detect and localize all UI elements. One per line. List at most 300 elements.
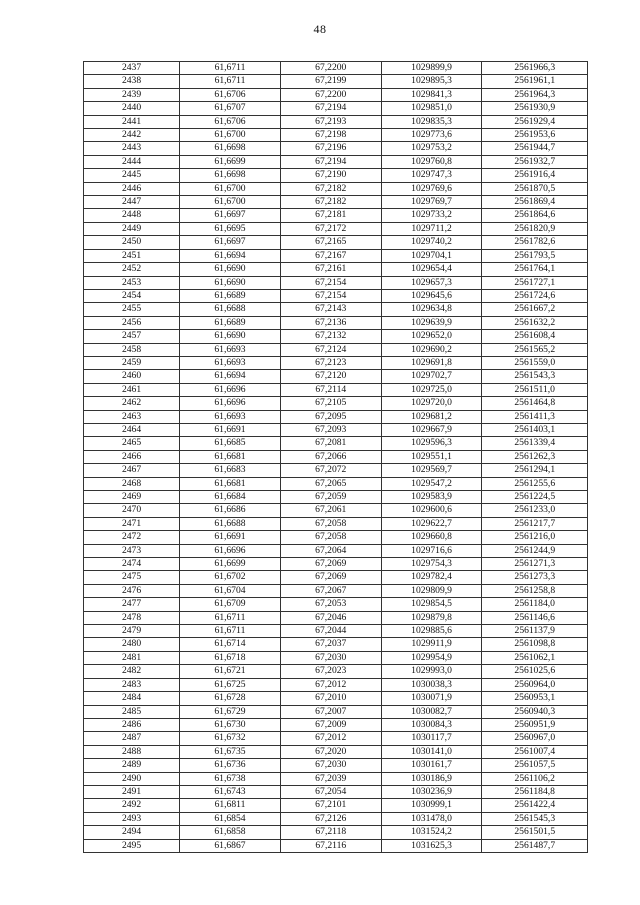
x-coordinate-cell: 1029725,0 — [381, 383, 482, 396]
table-row — [84, 236, 588, 249]
latitude-cell: 61,6697 — [180, 209, 281, 222]
x-coordinate-cell: 1029657,3 — [381, 276, 482, 289]
table-row — [84, 249, 588, 262]
table-row — [84, 263, 588, 276]
y-coordinate-cell: 2561608,4 — [482, 330, 588, 343]
table-row — [84, 799, 588, 812]
latitude-cell: 61,6706 — [180, 115, 281, 128]
table-row — [84, 343, 588, 356]
x-coordinate-cell: 1029740,2 — [381, 236, 482, 249]
point-number-cell: 2440 — [84, 102, 180, 115]
table-row — [84, 423, 588, 436]
table-row — [84, 450, 588, 463]
x-coordinate-cell: 1031478,0 — [381, 812, 482, 825]
y-coordinate-cell: 2561916,4 — [482, 169, 588, 182]
x-coordinate-cell: 1029681,2 — [381, 410, 482, 423]
point-number-cell: 2491 — [84, 785, 180, 798]
y-coordinate-cell: 2561403,1 — [482, 423, 588, 436]
longitude-cell: 67,2114 — [280, 383, 381, 396]
y-coordinate-cell: 2561793,5 — [482, 249, 588, 262]
x-coordinate-cell: 1029569,7 — [381, 464, 482, 477]
latitude-cell: 61,6707 — [180, 102, 281, 115]
x-coordinate-cell: 1029596,3 — [381, 437, 482, 450]
table-row — [84, 410, 588, 423]
table-row — [84, 330, 588, 343]
y-coordinate-cell: 2561025,6 — [482, 665, 588, 678]
x-coordinate-cell: 1029654,4 — [381, 263, 482, 276]
longitude-cell: 67,2126 — [280, 812, 381, 825]
point-number-cell: 2475 — [84, 571, 180, 584]
x-coordinate-cell: 1029954,9 — [381, 651, 482, 664]
point-number-cell: 2459 — [84, 356, 180, 369]
longitude-cell: 67,2167 — [280, 249, 381, 262]
latitude-cell: 61,6699 — [180, 558, 281, 571]
table-row — [84, 665, 588, 678]
longitude-cell: 67,2061 — [280, 504, 381, 517]
table-row — [84, 705, 588, 718]
latitude-cell: 61,6711 — [180, 611, 281, 624]
point-number-cell: 2437 — [84, 62, 180, 75]
table-row — [84, 638, 588, 651]
longitude-cell: 67,2095 — [280, 410, 381, 423]
y-coordinate-cell: 2561565,2 — [482, 343, 588, 356]
table-row — [84, 544, 588, 557]
latitude-cell: 61,6711 — [180, 75, 281, 88]
latitude-cell: 61,6693 — [180, 356, 281, 369]
table-row — [84, 155, 588, 168]
y-coordinate-cell: 2561961,1 — [482, 75, 588, 88]
y-coordinate-cell: 2561953,6 — [482, 129, 588, 142]
table-row — [84, 625, 588, 638]
longitude-cell: 67,2044 — [280, 625, 381, 638]
latitude-cell: 61,6695 — [180, 222, 281, 235]
x-coordinate-cell: 1029690,2 — [381, 343, 482, 356]
y-coordinate-cell: 2561255,6 — [482, 477, 588, 490]
longitude-cell: 67,2053 — [280, 598, 381, 611]
point-number-cell: 2463 — [84, 410, 180, 423]
y-coordinate-cell: 2561487,7 — [482, 839, 588, 852]
table-row — [84, 142, 588, 155]
y-coordinate-cell: 2561216,0 — [482, 531, 588, 544]
y-coordinate-cell: 2561146,6 — [482, 611, 588, 624]
x-coordinate-cell: 1029895,3 — [381, 75, 482, 88]
latitude-cell: 61,6718 — [180, 651, 281, 664]
table-row — [84, 356, 588, 369]
point-number-cell: 2487 — [84, 732, 180, 745]
x-coordinate-cell: 1030161,7 — [381, 759, 482, 772]
longitude-cell: 67,2039 — [280, 772, 381, 785]
point-number-cell: 2461 — [84, 383, 180, 396]
x-coordinate-cell: 1029645,6 — [381, 289, 482, 302]
table-row — [84, 209, 588, 222]
table-row — [84, 464, 588, 477]
table-row — [84, 397, 588, 410]
point-number-cell: 2443 — [84, 142, 180, 155]
longitude-cell: 67,2012 — [280, 678, 381, 691]
point-number-cell: 2457 — [84, 330, 180, 343]
coordinates-table — [83, 61, 588, 853]
y-coordinate-cell: 2561932,7 — [482, 155, 588, 168]
x-coordinate-cell: 1029551,1 — [381, 450, 482, 463]
x-coordinate-cell: 1029720,0 — [381, 397, 482, 410]
point-number-cell: 2482 — [84, 665, 180, 678]
latitude-cell: 61,6688 — [180, 517, 281, 530]
latitude-cell: 61,6690 — [180, 276, 281, 289]
table-row — [84, 437, 588, 450]
point-number-cell: 2467 — [84, 464, 180, 477]
point-number-cell: 2495 — [84, 839, 180, 852]
point-number-cell: 2477 — [84, 598, 180, 611]
x-coordinate-cell: 1029854,5 — [381, 598, 482, 611]
table-row — [84, 182, 588, 195]
table-row — [84, 718, 588, 731]
x-coordinate-cell: 1029639,9 — [381, 316, 482, 329]
y-coordinate-cell: 2561233,0 — [482, 504, 588, 517]
point-number-cell: 2472 — [84, 531, 180, 544]
latitude-cell: 61,6704 — [180, 584, 281, 597]
table-row — [84, 598, 588, 611]
x-coordinate-cell: 1029702,7 — [381, 370, 482, 383]
x-coordinate-cell: 1029753,2 — [381, 142, 482, 155]
latitude-cell: 61,6854 — [180, 812, 281, 825]
y-coordinate-cell: 2561929,4 — [482, 115, 588, 128]
latitude-cell: 61,6697 — [180, 236, 281, 249]
longitude-cell: 67,2072 — [280, 464, 381, 477]
x-coordinate-cell: 1029634,8 — [381, 303, 482, 316]
table-row — [84, 611, 588, 624]
longitude-cell: 67,2069 — [280, 571, 381, 584]
y-coordinate-cell: 2561930,9 — [482, 102, 588, 115]
longitude-cell: 67,2037 — [280, 638, 381, 651]
table-row — [84, 839, 588, 852]
point-number-cell: 2441 — [84, 115, 180, 128]
longitude-cell: 67,2059 — [280, 491, 381, 504]
y-coordinate-cell: 2561184,0 — [482, 598, 588, 611]
latitude-cell: 61,6693 — [180, 343, 281, 356]
y-coordinate-cell: 2561244,9 — [482, 544, 588, 557]
longitude-cell: 67,2058 — [280, 517, 381, 530]
x-coordinate-cell: 1029899,9 — [381, 62, 482, 75]
y-coordinate-cell: 2561667,2 — [482, 303, 588, 316]
longitude-cell: 67,2123 — [280, 356, 381, 369]
point-number-cell: 2448 — [84, 209, 180, 222]
point-number-cell: 2480 — [84, 638, 180, 651]
point-number-cell: 2465 — [84, 437, 180, 450]
y-coordinate-cell: 2561137,9 — [482, 625, 588, 638]
x-coordinate-cell: 1029711,2 — [381, 222, 482, 235]
longitude-cell: 67,2190 — [280, 169, 381, 182]
point-number-cell: 2466 — [84, 450, 180, 463]
longitude-cell: 67,2196 — [280, 142, 381, 155]
point-number-cell: 2451 — [84, 249, 180, 262]
latitude-cell: 61,6711 — [180, 625, 281, 638]
table-row — [84, 759, 588, 772]
x-coordinate-cell: 1030141,0 — [381, 745, 482, 758]
point-number-cell: 2455 — [84, 303, 180, 316]
longitude-cell: 67,2182 — [280, 196, 381, 209]
y-coordinate-cell: 2561724,6 — [482, 289, 588, 302]
longitude-cell: 67,2199 — [280, 75, 381, 88]
y-coordinate-cell: 2561271,3 — [482, 558, 588, 571]
latitude-cell: 61,6699 — [180, 155, 281, 168]
latitude-cell: 61,6738 — [180, 772, 281, 785]
y-coordinate-cell: 2561294,1 — [482, 464, 588, 477]
table-row — [84, 571, 588, 584]
x-coordinate-cell: 1030071,9 — [381, 692, 482, 705]
point-number-cell: 2481 — [84, 651, 180, 664]
y-coordinate-cell: 2561964,3 — [482, 88, 588, 101]
latitude-cell: 61,6694 — [180, 249, 281, 262]
latitude-cell: 61,6688 — [180, 303, 281, 316]
x-coordinate-cell: 1029835,3 — [381, 115, 482, 128]
table-row — [84, 826, 588, 839]
x-coordinate-cell: 1029809,9 — [381, 584, 482, 597]
longitude-cell: 67,2124 — [280, 343, 381, 356]
y-coordinate-cell: 2560953,1 — [482, 692, 588, 705]
point-number-cell: 2486 — [84, 718, 180, 731]
table-row — [84, 584, 588, 597]
table-row — [84, 303, 588, 316]
latitude-cell: 61,6696 — [180, 383, 281, 396]
latitude-cell: 61,6743 — [180, 785, 281, 798]
longitude-cell: 67,2101 — [280, 799, 381, 812]
table-body — [84, 62, 588, 853]
point-number-cell: 2476 — [84, 584, 180, 597]
y-coordinate-cell: 2561864,6 — [482, 209, 588, 222]
x-coordinate-cell: 1029851,0 — [381, 102, 482, 115]
table-row — [84, 651, 588, 664]
longitude-cell: 67,2198 — [280, 129, 381, 142]
x-coordinate-cell: 1029782,4 — [381, 571, 482, 584]
x-coordinate-cell: 1030117,7 — [381, 732, 482, 745]
table-row — [84, 276, 588, 289]
latitude-cell: 61,6696 — [180, 544, 281, 557]
y-coordinate-cell: 2560951,9 — [482, 718, 588, 731]
point-number-cell: 2492 — [84, 799, 180, 812]
x-coordinate-cell: 1029622,7 — [381, 517, 482, 530]
latitude-cell: 61,6736 — [180, 759, 281, 772]
x-coordinate-cell: 1030082,7 — [381, 705, 482, 718]
point-number-cell: 2494 — [84, 826, 180, 839]
point-number-cell: 2454 — [84, 289, 180, 302]
longitude-cell: 67,2054 — [280, 785, 381, 798]
table-row — [84, 289, 588, 302]
table-row — [84, 745, 588, 758]
latitude-cell: 61,6698 — [180, 142, 281, 155]
latitude-cell: 61,6693 — [180, 410, 281, 423]
latitude-cell: 61,6690 — [180, 330, 281, 343]
y-coordinate-cell: 2561106,2 — [482, 772, 588, 785]
x-coordinate-cell: 1029769,6 — [381, 182, 482, 195]
point-number-cell: 2442 — [84, 129, 180, 142]
latitude-cell: 61,6867 — [180, 839, 281, 852]
longitude-cell: 67,2194 — [280, 155, 381, 168]
longitude-cell: 67,2143 — [280, 303, 381, 316]
longitude-cell: 67,2118 — [280, 826, 381, 839]
point-number-cell: 2471 — [84, 517, 180, 530]
longitude-cell: 67,2069 — [280, 558, 381, 571]
table-row — [84, 517, 588, 530]
longitude-cell: 67,2081 — [280, 437, 381, 450]
table-row — [84, 129, 588, 142]
point-number-cell: 2452 — [84, 263, 180, 276]
table-row — [84, 115, 588, 128]
longitude-cell: 67,2012 — [280, 732, 381, 745]
point-number-cell: 2446 — [84, 182, 180, 195]
table-row — [84, 732, 588, 745]
point-number-cell: 2468 — [84, 477, 180, 490]
longitude-cell: 67,2200 — [280, 88, 381, 101]
longitude-cell: 67,2193 — [280, 115, 381, 128]
point-number-cell: 2474 — [84, 558, 180, 571]
latitude-cell: 61,6700 — [180, 129, 281, 142]
longitude-cell: 67,2058 — [280, 531, 381, 544]
x-coordinate-cell: 1029993,0 — [381, 665, 482, 678]
longitude-cell: 67,2120 — [280, 370, 381, 383]
point-number-cell: 2447 — [84, 196, 180, 209]
x-coordinate-cell: 1030084,3 — [381, 718, 482, 731]
y-coordinate-cell: 2561273,3 — [482, 571, 588, 584]
x-coordinate-cell: 1029733,2 — [381, 209, 482, 222]
y-coordinate-cell: 2561511,0 — [482, 383, 588, 396]
table-row — [84, 531, 588, 544]
point-number-cell: 2473 — [84, 544, 180, 557]
table-row — [84, 785, 588, 798]
latitude-cell: 61,6725 — [180, 678, 281, 691]
table-row — [84, 772, 588, 785]
x-coordinate-cell: 1029885,6 — [381, 625, 482, 638]
x-coordinate-cell: 1029660,8 — [381, 531, 482, 544]
point-number-cell: 2469 — [84, 491, 180, 504]
latitude-cell: 61,6698 — [180, 169, 281, 182]
x-coordinate-cell: 1029583,9 — [381, 491, 482, 504]
table-row — [84, 370, 588, 383]
longitude-cell: 67,2105 — [280, 397, 381, 410]
latitude-cell: 61,6706 — [180, 88, 281, 101]
y-coordinate-cell: 2561422,4 — [482, 799, 588, 812]
point-number-cell: 2445 — [84, 169, 180, 182]
y-coordinate-cell: 2561764,1 — [482, 263, 588, 276]
latitude-cell: 61,6735 — [180, 745, 281, 758]
longitude-cell: 67,2182 — [280, 182, 381, 195]
y-coordinate-cell: 2561944,7 — [482, 142, 588, 155]
y-coordinate-cell: 2561062,1 — [482, 651, 588, 664]
longitude-cell: 67,2093 — [280, 423, 381, 436]
table-row — [84, 491, 588, 504]
latitude-cell: 61,6683 — [180, 464, 281, 477]
longitude-cell: 67,2064 — [280, 544, 381, 557]
y-coordinate-cell: 2561464,8 — [482, 397, 588, 410]
point-number-cell: 2462 — [84, 397, 180, 410]
y-coordinate-cell: 2561262,3 — [482, 450, 588, 463]
y-coordinate-cell: 2561339,4 — [482, 437, 588, 450]
table-row — [84, 504, 588, 517]
x-coordinate-cell: 1030038,3 — [381, 678, 482, 691]
point-number-cell: 2488 — [84, 745, 180, 758]
y-coordinate-cell: 2561545,3 — [482, 812, 588, 825]
y-coordinate-cell: 2561543,3 — [482, 370, 588, 383]
longitude-cell: 67,2010 — [280, 692, 381, 705]
table-row — [84, 692, 588, 705]
x-coordinate-cell: 1030236,9 — [381, 785, 482, 798]
x-coordinate-cell: 1029652,0 — [381, 330, 482, 343]
latitude-cell: 61,6700 — [180, 182, 281, 195]
latitude-cell: 61,6689 — [180, 316, 281, 329]
latitude-cell: 61,6681 — [180, 477, 281, 490]
table-row — [84, 102, 588, 115]
y-coordinate-cell: 2560940,3 — [482, 705, 588, 718]
longitude-cell: 67,2132 — [280, 330, 381, 343]
point-number-cell: 2449 — [84, 222, 180, 235]
y-coordinate-cell: 2561098,8 — [482, 638, 588, 651]
x-coordinate-cell: 1029600,6 — [381, 504, 482, 517]
latitude-cell: 61,6711 — [180, 62, 281, 75]
table-row — [84, 558, 588, 571]
longitude-cell: 67,2007 — [280, 705, 381, 718]
x-coordinate-cell: 1029716,6 — [381, 544, 482, 557]
latitude-cell: 61,6696 — [180, 397, 281, 410]
y-coordinate-cell: 2561411,3 — [482, 410, 588, 423]
y-coordinate-cell: 2561820,9 — [482, 222, 588, 235]
latitude-cell: 61,6730 — [180, 718, 281, 731]
longitude-cell: 67,2194 — [280, 102, 381, 115]
point-number-cell: 2464 — [84, 423, 180, 436]
point-number-cell: 2479 — [84, 625, 180, 638]
longitude-cell: 67,2154 — [280, 289, 381, 302]
y-coordinate-cell: 2561057,5 — [482, 759, 588, 772]
latitude-cell: 61,6732 — [180, 732, 281, 745]
table-row — [84, 383, 588, 396]
table-row — [84, 222, 588, 235]
y-coordinate-cell: 2561869,4 — [482, 196, 588, 209]
table-row — [84, 812, 588, 825]
x-coordinate-cell: 1029754,3 — [381, 558, 482, 571]
latitude-cell: 61,6689 — [180, 289, 281, 302]
x-coordinate-cell: 1029691,8 — [381, 356, 482, 369]
point-number-cell: 2484 — [84, 692, 180, 705]
point-number-cell: 2444 — [84, 155, 180, 168]
longitude-cell: 67,2046 — [280, 611, 381, 624]
longitude-cell: 67,2067 — [280, 584, 381, 597]
y-coordinate-cell: 2560964,0 — [482, 678, 588, 691]
point-number-cell: 2458 — [84, 343, 180, 356]
x-coordinate-cell: 1029911,9 — [381, 638, 482, 651]
y-coordinate-cell: 2561217,7 — [482, 517, 588, 530]
latitude-cell: 61,6700 — [180, 196, 281, 209]
latitude-cell: 61,6714 — [180, 638, 281, 651]
latitude-cell: 61,6728 — [180, 692, 281, 705]
point-number-cell: 2478 — [84, 611, 180, 624]
latitude-cell: 61,6691 — [180, 423, 281, 436]
point-number-cell: 2456 — [84, 316, 180, 329]
y-coordinate-cell: 2561007,4 — [482, 745, 588, 758]
point-number-cell: 2485 — [84, 705, 180, 718]
table-row — [84, 169, 588, 182]
latitude-cell: 61,6694 — [180, 370, 281, 383]
table-row — [84, 316, 588, 329]
table-row — [84, 62, 588, 75]
x-coordinate-cell: 1029747,3 — [381, 169, 482, 182]
longitude-cell: 67,2030 — [280, 651, 381, 664]
point-number-cell: 2489 — [84, 759, 180, 772]
latitude-cell: 61,6691 — [180, 531, 281, 544]
longitude-cell: 67,2154 — [280, 276, 381, 289]
y-coordinate-cell: 2561870,5 — [482, 182, 588, 195]
latitude-cell: 61,6702 — [180, 571, 281, 584]
table-row — [84, 678, 588, 691]
x-coordinate-cell: 1029879,8 — [381, 611, 482, 624]
table-row — [84, 196, 588, 209]
